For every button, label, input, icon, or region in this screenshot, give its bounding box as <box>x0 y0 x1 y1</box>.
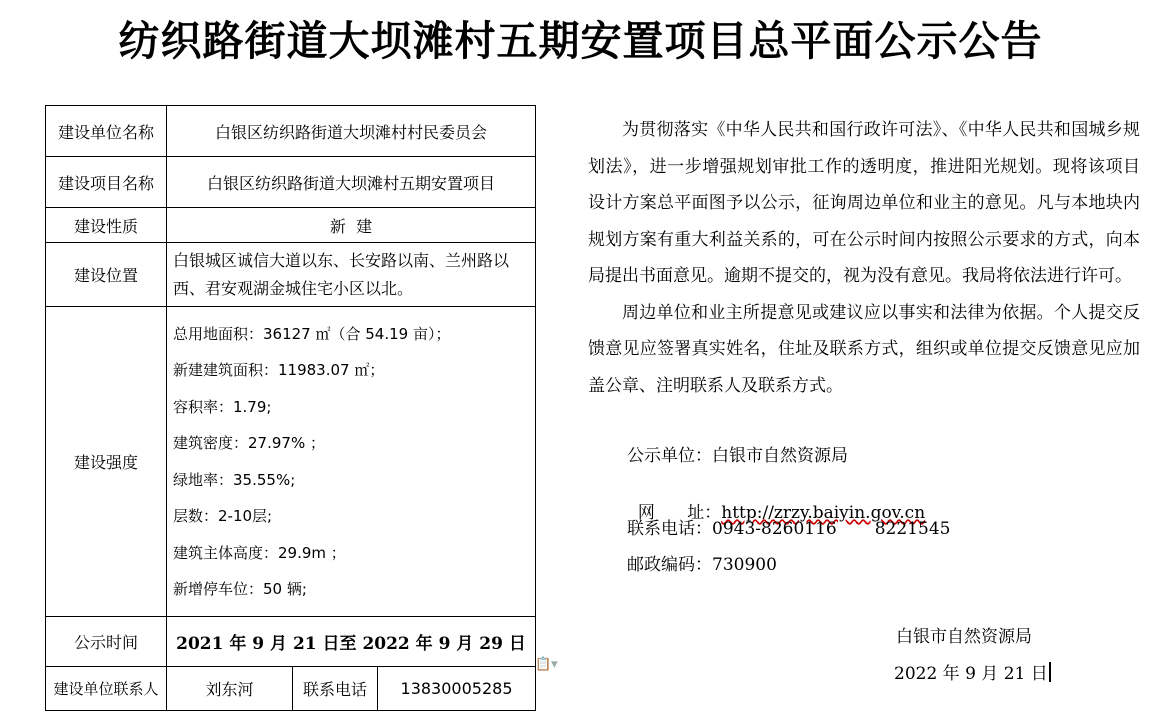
website-label: 网 址： <box>637 503 722 523</box>
table-row <box>46 307 536 617</box>
postcode-line <box>627 550 1147 575</box>
publish-unit-value: 白银市自然资源局 <box>712 446 848 466</box>
table-row <box>46 617 536 667</box>
postcode-value: 730900 <box>712 555 777 575</box>
telephone-value-1: 0943-8260116 <box>712 519 837 539</box>
builder-value: 白银区纺织路街道大坝滩村村民委员会 <box>167 106 536 157</box>
parking-spaces: 新增停车位：50 辆; <box>173 580 307 598</box>
signature-date-line <box>894 659 1051 684</box>
website-link[interactable]: http://zrzy.baiyin.gov.cn <box>721 503 926 523</box>
text-cursor <box>1049 662 1051 682</box>
page-title: 纺织路街道大坝滩村五期安置项目总平面公示公告 <box>118 17 1043 65</box>
builder-label: 建设单位名称 <box>46 106 167 157</box>
table-row <box>46 208 536 243</box>
publish-unit-line <box>627 441 1147 466</box>
location-value: 白银城区诚信大道以东、长安路以南、兰州路以西、君安观湖金城住宅小区以北。 <box>167 243 536 307</box>
location-label: 建设位置 <box>46 243 167 307</box>
signature-org: 白银市自然资源局 <box>896 627 1032 647</box>
notice-paragraph-1: 为贯彻落实《中华人民共和国行政许可法》、《中华人民共和国城乡规划法》，进一步增强规划审批工作的透明度，推进阳光规划。现将该项目设计方案总平面图予以公示，征询周边单位和业主的意见。凡与本地块内规划方案有重大利益关系的，可在公示时间内按照公示要求的方式，向本局提出书面意见。逾期不提交的，视为没有意见。我局将依法进行许可。 <box>588 120 1140 286</box>
floor-count: 层数：2-10层; <box>173 507 273 525</box>
telephone-label: 联系电话： <box>627 519 712 539</box>
total-land-area: 总用地面积：36127 ㎡（合 54.19 亩）； <box>173 324 451 343</box>
nature-value: 新 建 <box>167 208 536 243</box>
contact-label: 建设单位联系人 <box>46 667 167 711</box>
project-value: 白银区纺织路街道大坝滩村五期安置项目 <box>167 157 536 208</box>
green-ratio: 绿地率：35.55%; <box>173 470 296 489</box>
strength-value <box>167 307 536 617</box>
contact-name: 刘东河 <box>167 667 293 711</box>
postcode-label: 邮政编码： <box>627 555 712 575</box>
telephone-value-2: 8221545 <box>874 519 951 539</box>
publish-unit-label: 公示单位： <box>627 446 712 466</box>
nature-label: 建设性质 <box>46 208 167 243</box>
table-row <box>46 667 536 711</box>
strength-label: 建设强度 <box>46 307 167 617</box>
project-info-table <box>45 105 536 711</box>
new-building-area: 新建建筑面积：11983.07 ㎡； <box>173 361 385 379</box>
telephone-line <box>627 514 1147 539</box>
notice-body <box>588 112 1140 404</box>
plot-ratio: 容积率：1.79; <box>173 397 272 416</box>
period-value: 2021 年 9 月 21 日至 2022 年 9 月 29 日 <box>167 617 536 667</box>
table-row <box>46 243 536 307</box>
table-row <box>46 106 536 157</box>
notice-paragraph-2: 周边单位和业主所提意见或建议应以事实和法律为依据。个人提交反馈意见应签署真实姓名，住址及联系方式，组织或单位提交反馈意见应加盖公章、注明联系人及联系方式。 <box>588 302 1140 396</box>
phone-value: 13830005285 <box>378 667 536 711</box>
paste-options-icon[interactable]: 📋▾ <box>535 657 558 672</box>
building-density: 建筑密度：27.97% ； <box>173 434 325 452</box>
signature-date: 2022 年 9 月 21 日 <box>894 664 1048 684</box>
building-height: 建筑主体高度：29.9m ； <box>173 543 346 562</box>
phone-label: 联系电话 <box>293 667 378 711</box>
period-label: 公示时间 <box>46 617 167 667</box>
project-label: 建设项目名称 <box>46 157 167 208</box>
table-row <box>46 157 536 208</box>
